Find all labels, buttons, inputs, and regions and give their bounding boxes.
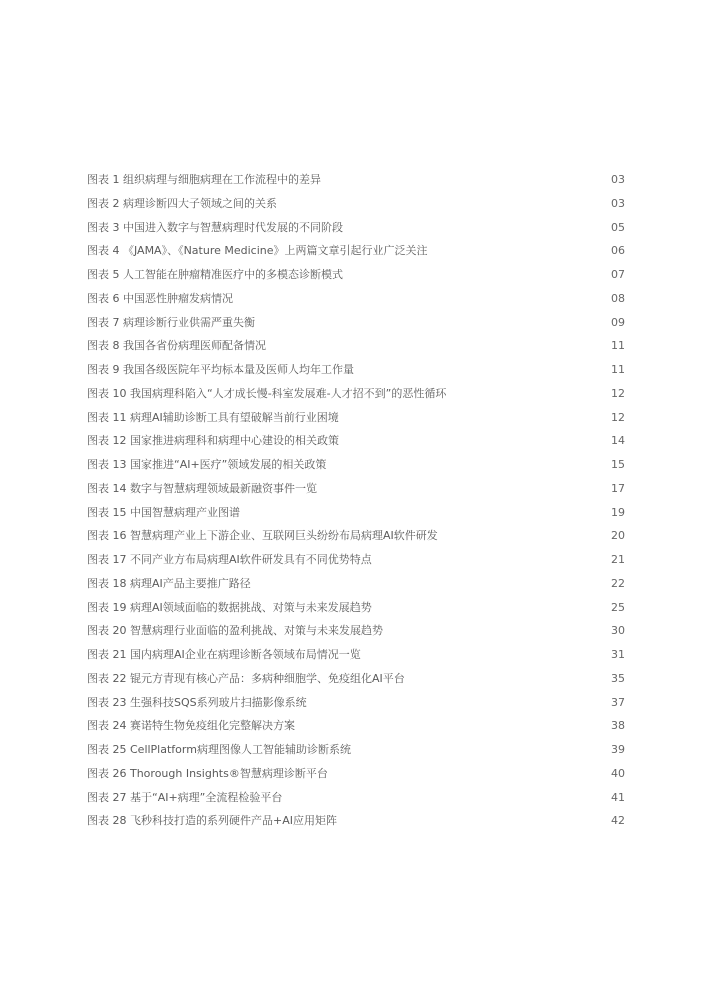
toc-entry[interactable] [87,263,625,287]
toc-entry-page-number: 11 [611,363,625,376]
toc-entry-label: 图表 14 数字与智慧病理领域最新融资事件一览 [87,481,317,495]
toc-entry-page-number: 31 [611,648,625,661]
toc-entry-label: 图表 19 病理AI领域面临的数据挑战、对策与未来发展趋势 [87,600,372,614]
toc-entry[interactable] [87,477,625,501]
toc-entry-page-number: 20 [611,529,625,543]
toc-entry[interactable] [87,287,625,311]
toc-entry-page-number: 08 [611,291,625,305]
toc-entry[interactable] [87,524,625,548]
toc-entry[interactable] [87,714,625,738]
toc-entry[interactable] [87,216,625,240]
toc-entry-page-number: 12 [611,386,625,400]
toc-entry-page-number: 30 [611,624,625,638]
toc-entry-page-number: 39 [611,743,625,756]
toc-entry[interactable] [87,453,625,477]
toc-entry-page-number: 40 [611,766,625,780]
toc-entry-page-number: 11 [611,339,625,353]
toc-entry-label: 图表 25 CellPlatform病理图像人工智能辅助诊断系统 [87,743,351,756]
toc-entry[interactable] [87,548,625,572]
toc-entry-label: 图表 15 中国智慧病理产业图谱 [87,505,240,519]
toc-entry-page-number: 37 [611,695,625,709]
toc-entry-label: 图表 27 基于“AI+病理”全流程检验平台 [87,790,283,804]
toc-entry-page-number: 07 [611,268,625,281]
toc-entry[interactable] [87,643,625,667]
toc-entry-label: 图表 1 组织病理与细胞病理在工作流程中的差异 [87,173,321,186]
toc-entry-label: 图表 9 我国各级医院年平均标本量及医师人均年工作量 [87,363,354,376]
toc-entry-label: 图表 17 不同产业方布局病理AI软件研发具有不同优势特点 [87,553,372,566]
toc-entry[interactable] [87,809,625,833]
toc-entry-label: 图表 6 中国恶性肿瘤发病情况 [87,291,233,305]
toc-entry[interactable] [87,168,625,192]
toc-entry-label: 图表 16 智慧病理产业上下游企业、互联网巨头纷纷布局病理AI软件研发 [87,529,438,543]
toc-entry-label: 图表 23 生强科技SQS系列玻片扫描影像系统 [87,695,307,709]
toc-entry-label: 图表 26 Thorough Insights®智慧病理诊断平台 [87,766,328,780]
figure-toc [87,168,625,833]
toc-entry-label: 图表 24 赛诺特生物免疫组化完整解决方案 [87,719,295,733]
toc-entry[interactable] [87,429,625,453]
toc-entry-page-number: 12 [611,410,625,424]
toc-entry[interactable] [87,311,625,335]
toc-entry-label: 图表 11 病理AI辅助诊断工具有望破解当前行业困境 [87,410,339,424]
toc-entry[interactable] [87,382,625,406]
toc-entry-page-number: 21 [611,553,625,566]
toc-entry-label: 图表 5 人工智能在肿瘤精准医疗中的多模态诊断模式 [87,268,343,281]
toc-entry-label: 图表 22 锟元方青现有核心产品：多病种细胞学、免疫组化AI平台 [87,671,405,685]
toc-entry-label: 图表 21 国内病理AI企业在病理诊断各领域布局情况一览 [87,648,361,661]
toc-entry[interactable] [87,667,625,691]
toc-entry-label: 图表 12 国家推进病理科和病理中心建设的相关政策 [87,434,339,448]
toc-entry-page-number: 35 [611,671,625,685]
toc-entry[interactable] [87,619,625,643]
toc-entry[interactable] [87,762,625,786]
toc-entry-label: 图表 13 国家推进“AI+医疗”领域发展的相关政策 [87,458,327,471]
toc-entry-label: 图表 20 智慧病理行业面临的盈利挑战、对策与未来发展趋势 [87,624,383,638]
toc-entry[interactable] [87,596,625,620]
toc-entry[interactable] [87,406,625,430]
toc-entry[interactable] [87,358,625,382]
toc-entry[interactable] [87,334,625,358]
toc-entry-label: 图表 3 中国进入数字与智慧病理时代发展的不同阶段 [87,220,343,234]
toc-entry-label: 图表 8 我国各省份病理医师配备情况 [87,339,266,353]
toc-entry-page-number: 42 [611,814,625,828]
toc-entry-page-number: 19 [611,505,625,519]
toc-entry-label: 图表 7 病理诊断行业供需严重失衡 [87,315,255,329]
toc-entry[interactable] [87,691,625,715]
toc-entry[interactable] [87,239,625,263]
toc-entry-page-number: 17 [611,481,625,495]
toc-entry[interactable] [87,192,625,216]
toc-entry-label: 图表 4 《JAMA》、《Nature Medicine》上两篇文章引起行业广泛关注 [87,244,428,258]
toc-entry[interactable] [87,572,625,596]
toc-entry-label: 图表 10 我国病理科陷入“人才成长慢-科室发展难-人才招不到”的恶性循环 [87,386,447,400]
toc-entry-page-number: 15 [611,458,625,471]
toc-entry-label: 图表 28 飞秒科技打造的系列硬件产品+AI应用矩阵 [87,814,337,828]
toc-entry-page-number: 14 [611,434,625,448]
toc-entry-page-number: 03 [611,173,625,186]
toc-entry-page-number: 05 [611,220,625,234]
toc-entry-page-number: 09 [611,315,625,329]
toc-entry-label: 图表 2 病理诊断四大子领域之间的关系 [87,196,277,210]
toc-entry-page-number: 41 [611,790,625,804]
toc-entry-page-number: 03 [611,196,625,210]
toc-entry[interactable] [87,786,625,810]
toc-entry-page-number: 22 [611,576,625,590]
toc-entry-page-number: 38 [611,719,625,733]
toc-entry[interactable] [87,738,625,762]
toc-entry-page-number: 06 [611,244,625,258]
toc-entry-label: 图表 18 病理AI产品主要推广路径 [87,576,251,590]
toc-entry-page-number: 25 [611,600,625,614]
toc-entry[interactable] [87,501,625,525]
